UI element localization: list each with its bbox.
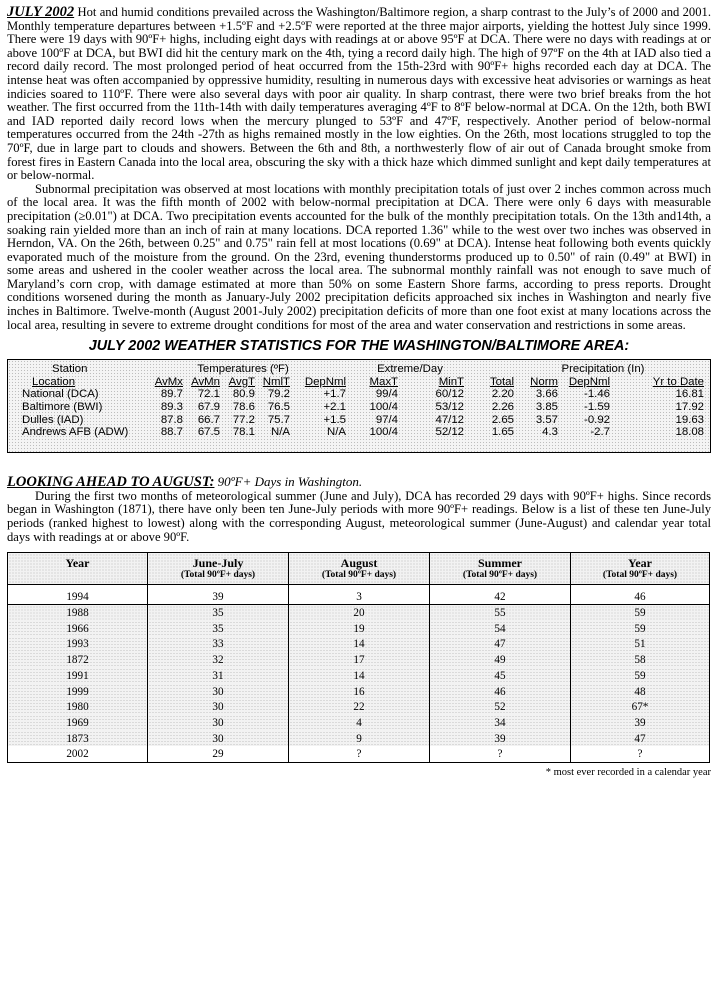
ranking-cell: 1969 xyxy=(8,715,148,731)
stats-cell: 2.65 xyxy=(491,413,514,426)
stats-cell: 97/4 xyxy=(375,413,398,426)
ranking-cell: 52 xyxy=(430,699,571,715)
ranking-cell: 39 xyxy=(571,715,710,731)
ranking-cell: 45 xyxy=(430,668,571,684)
stats-cell: 3.85 xyxy=(535,401,558,414)
ranking-cell: 35 xyxy=(148,621,289,637)
stats-cell: 17.92 xyxy=(675,401,704,414)
stats-cell: 72.1 xyxy=(197,388,220,401)
stats-cell: 16.81 xyxy=(675,388,704,401)
stats-cell: 47/12 xyxy=(435,413,464,426)
stats-row xyxy=(14,426,704,439)
ranking-cell: 59 xyxy=(571,668,710,684)
ranking-row xyxy=(8,715,710,731)
stats-cell: 67.9 xyxy=(197,401,220,414)
stats-cell: 89.3 xyxy=(160,401,183,414)
stats-cell: 80.9 xyxy=(232,388,255,401)
ranking-cell: ? xyxy=(289,746,430,762)
ranking-header-calendar-year: Year (Total 90ºF+ days) xyxy=(571,553,710,585)
stats-cell: 1.65 xyxy=(491,426,514,439)
ranking-cell: 29 xyxy=(148,746,289,762)
stats-cell: 75.7 xyxy=(267,413,290,426)
stats-cell: 77.2 xyxy=(232,413,255,426)
ranking-header-year: Year xyxy=(8,553,148,585)
ranking-cell: 30 xyxy=(148,715,289,731)
ranking-row xyxy=(8,668,710,684)
ranking-cell: 22 xyxy=(289,699,430,715)
july-summary-paragraph xyxy=(7,6,711,183)
july-summary-text: Hot and humid conditions prevailed across the Washington/Baltimore region, a sharp contrast to the July’s of 2000 and 2001. Monthly temperature departures between +1.5ºF and +2.5ºF were reported at the three major airports, yielding the hottest July since 1999. There were 19 days with 90ºF+ highs, including eight days with readings at or above 95ºF at DCA. There were no days with readings at or above 100ºF at DCA, but BWI did hit the century mark on the 4th, tying a record daily high. The high of 97ºF on the 4th at IAD also tied a record daily record. The most prolonged period of heat occurred from the 15th-23rd with 90ºF+ highs recorded each day at DCA. The intense heat was often accompanied by oppressive humidity, resulting in numerous days with excessive heat advisories or warnings as heat indicies soared to 110ºF. There were also several days with poor air quality. In sharp contrast, there were two brief breaks from the hot weather. The first occurred from the 11th-14th with daily temperatures averaging 4ºF to 8ºF below-normal at DCA. On the 12th, both BWI and IAD reported daily record lows when the mercury plunged to 53ºF and 47ºF, respectively. Another period of below-normal temperatures occurred from the 24th -27th as highs remained mostly in the low eighties. On the 26th, most locations struggled to top the 70ºF, due in large part to clouds and showers. Between the 6th and 8th, a northwesterly flow of air out of Canada brought smoke from forest fires in Eastern Canada into the local area, obscuring the sky with a thick haze which dimmed sunlight and kept daily temperatures at or below-normal. xyxy=(7,5,711,183)
ranking-cell: 30 xyxy=(148,684,289,700)
hot-days-ranking-table xyxy=(7,552,710,763)
stats-cell: -1.59 xyxy=(584,401,610,414)
stats-row xyxy=(14,414,704,427)
ranking-cell: 48 xyxy=(571,684,710,700)
stats-row xyxy=(14,388,704,401)
ranking-cell: 59 xyxy=(571,621,710,637)
ranking-cell: 1993 xyxy=(8,637,148,653)
ranking-cell: 58 xyxy=(571,652,710,668)
stats-cell: 53/12 xyxy=(435,401,464,414)
precipitation-paragraph: Subnormal precipitation was observed at most locations with monthly precipitation totals of just over 2 inches common across much of the local area. It was the fifth month of 2002 with below-normal precipitation at DCA. There were only 6 days with measurable precipitation (≥0.01") at DCA. Two precipitation events accounted for the bulk of the monthly precipitation totals. On the 13th and14th, a soaking rain yielded more than an inch of rain at many locations. DCA reported 1.36" while to the west over two inches was observed in Herndon, VA. On the 26th, between 0.25" and 0.75" rain fell at most locations (0.69" at DCA). Intense heat following both events quickly evaporated much of the moisture from the ground. On the 23rd, evening thunderstorms produced up to 0.50" of rain (0.49" at BWI) in some areas and ushered in the cooler weather across the local area. The subnormal monthly rainfall was not enough to save much of Maryland’s corn crop, with damage estimated at more than 50% on some Eastern Shore farms, according to press reports. Drought conditions worsened during the month as January-July 2002 precipitation deficits approached six inches in Washington and nearly five inches in Baltimore. Twelve-month (August 2001-July 2002) precipitation deficits of more than one foot exist at many locations across the local area, resulting in severe to extreme drought conditions for most of the area and water conservation and restrictions in some areas. xyxy=(7,181,711,332)
ranking-cell: 1980 xyxy=(8,699,148,715)
ranking-row xyxy=(8,731,710,747)
ranking-cell: 1999 xyxy=(8,684,148,700)
stats-cell: 60/12 xyxy=(435,388,464,401)
stats-cell: National (DCA) xyxy=(22,388,99,401)
ranking-cell: 51 xyxy=(571,637,710,653)
ranking-cell: 59 xyxy=(571,605,710,621)
ranking-cell: 16 xyxy=(289,684,430,700)
ranking-cell: 14 xyxy=(289,668,430,684)
ranking-cell: 2002 xyxy=(8,746,148,762)
ranking-cell: 1873 xyxy=(8,731,148,747)
stats-cell: 78.6 xyxy=(232,401,255,414)
temperatures-group-label: Temperatures (ºF) xyxy=(197,363,289,376)
stats-cell: 4.3 xyxy=(542,426,558,439)
stats-title: JULY 2002 WEATHER STATISTICS FOR THE WASHINGTON/BALTIMORE AREA: xyxy=(88,338,630,355)
looking-ahead-lead: LOOKING AHEAD TO AUGUST: xyxy=(7,474,215,491)
ranking-cell: 42 xyxy=(430,585,571,605)
col-header-avmn: AvMn xyxy=(191,375,220,388)
ranking-cell: 1991 xyxy=(8,668,148,684)
ranking-cell: 47 xyxy=(430,637,571,653)
stats-cell: 100/4 xyxy=(369,426,398,439)
stats-cell: +1.7 xyxy=(323,388,346,401)
stats-cell: 88.7 xyxy=(160,426,183,439)
ranking-cell: 3 xyxy=(289,585,430,605)
ranking-cell: 30 xyxy=(148,731,289,747)
ranking-row xyxy=(8,684,710,700)
stats-group-header-row xyxy=(14,363,704,376)
ranking-footnote: * most ever recorded in a calendar year xyxy=(545,767,711,779)
ranking-cell: 55 xyxy=(430,605,571,621)
stats-cell: -0.92 xyxy=(584,413,610,426)
ranking-cell: ? xyxy=(430,746,571,762)
stats-cell: 52/12 xyxy=(435,426,464,439)
ranking-cell: 67* xyxy=(571,699,710,715)
stats-cell: 76.5 xyxy=(267,401,290,414)
stats-cell: 19.63 xyxy=(675,413,704,426)
col-header-precip-depnml: DepNml xyxy=(568,375,610,388)
stats-cell: 87.8 xyxy=(160,413,183,426)
page xyxy=(7,6,711,778)
ranking-cell: 30 xyxy=(148,699,289,715)
weather-stats-box xyxy=(7,359,711,453)
col-header-nmlt: NmlT xyxy=(262,375,290,388)
col-header-maxt: MaxT xyxy=(369,375,398,388)
stats-cell: 18.08 xyxy=(675,426,704,439)
ranking-cell: 46 xyxy=(430,684,571,700)
ranking-cell: 35 xyxy=(148,605,289,621)
col-header-yr-to-date: Yr to Date xyxy=(652,375,704,388)
ranking-cell: 39 xyxy=(430,731,571,747)
stats-cell: 79.2 xyxy=(267,388,290,401)
ranking-cell: 9 xyxy=(289,731,430,747)
ranking-row xyxy=(8,585,710,605)
ranking-cell: 34 xyxy=(430,715,571,731)
ranking-header-august: August (Total 90ºF+ days) xyxy=(289,553,430,585)
stats-cell: 99/4 xyxy=(375,388,398,401)
ranking-cell: ? xyxy=(571,746,710,762)
ranking-cell: 17 xyxy=(289,652,430,668)
col-header-total: Total xyxy=(489,375,514,388)
ranking-cell: 46 xyxy=(571,585,710,605)
ranking-header-june-july: June-July (Total 90ºF+ days) xyxy=(148,553,289,585)
ranking-header-row xyxy=(8,553,710,585)
stats-cell: -1.46 xyxy=(584,388,610,401)
ranking-cell: 39 xyxy=(148,585,289,605)
stats-column-header-row xyxy=(14,376,704,389)
stats-cell: 89.7 xyxy=(160,388,183,401)
stats-row xyxy=(14,401,704,414)
stats-cell: 2.20 xyxy=(491,388,514,401)
stats-cell: 66.7 xyxy=(197,413,220,426)
stats-cell: Baltimore (BWI) xyxy=(22,401,103,414)
ranking-row xyxy=(8,605,710,621)
ranking-cell: 47 xyxy=(571,731,710,747)
looking-ahead-subtitle: 90ºF+ Days in Washington. xyxy=(217,474,363,490)
stats-cell: N/A xyxy=(271,426,290,439)
ranking-header-summer: Summer (Total 90ºF+ days) xyxy=(430,553,571,585)
col-header-location: Location xyxy=(32,375,76,388)
stats-cell: -2.7 xyxy=(590,426,610,439)
ranking-cell: 31 xyxy=(148,668,289,684)
stats-cell: 67.5 xyxy=(197,426,220,439)
col-header-depnml: DepNml xyxy=(304,375,346,388)
stats-cell: 3.66 xyxy=(535,388,558,401)
ranking-cell: 20 xyxy=(289,605,430,621)
col-header-avgt: AvgT xyxy=(228,375,255,388)
stats-cell: Dulles (IAD) xyxy=(22,413,84,426)
stats-cell: 100/4 xyxy=(369,401,398,414)
ranking-row xyxy=(8,699,710,715)
col-header-mint: MinT xyxy=(438,375,464,388)
stats-cell: +1.5 xyxy=(323,413,346,426)
stats-cell: 2.26 xyxy=(491,401,514,414)
weather-stats-table xyxy=(14,363,704,439)
station-group-label: Station xyxy=(52,363,88,376)
extreme-group-label: Extreme/Day xyxy=(377,363,443,376)
ranking-cell: 14 xyxy=(289,637,430,653)
ranking-cell: 1988 xyxy=(8,605,148,621)
ranking-row xyxy=(8,746,710,762)
stats-cell: Andrews AFB (ADW) xyxy=(22,426,129,439)
ranking-row xyxy=(8,652,710,668)
ranking-cell: 32 xyxy=(148,652,289,668)
ranking-cell: 1994 xyxy=(8,585,148,605)
stats-cell: N/A xyxy=(327,426,346,439)
stats-cell: 78.1 xyxy=(232,426,255,439)
ranking-cell: 4 xyxy=(289,715,430,731)
ranking-cell: 1966 xyxy=(8,621,148,637)
ranking-cell: 19 xyxy=(289,621,430,637)
looking-ahead-paragraph: During the first two months of meteorological summer (June and July), DCA has recorded 29 days with 90ºF+ highs. Since records began in Washington (1871), there have only been ten June-July periods with more 90ºF+ readings. Below is a list of these ten June-July periods (ranked highest to lowest) along with the corresponding August, meteorological summer (June-August) and calendar year total days with readings at or above 90ºF. xyxy=(7,488,711,544)
ranking-row xyxy=(8,621,710,637)
stats-cell: 3.57 xyxy=(535,413,558,426)
precipitation-group-label: Precipitation (In) xyxy=(561,363,645,376)
col-header-avmx: AvMx xyxy=(154,375,183,388)
july-lead-heading: JULY 2002 xyxy=(7,4,75,20)
looking-ahead-heading xyxy=(7,475,711,490)
ranking-cell: 33 xyxy=(148,637,289,653)
col-header-norm: Norm xyxy=(530,375,558,388)
ranking-cell: 54 xyxy=(430,621,571,637)
ranking-cell: 1872 xyxy=(8,652,148,668)
stats-cell: +2.1 xyxy=(323,401,346,414)
ranking-row xyxy=(8,637,710,653)
ranking-cell: 49 xyxy=(430,652,571,668)
